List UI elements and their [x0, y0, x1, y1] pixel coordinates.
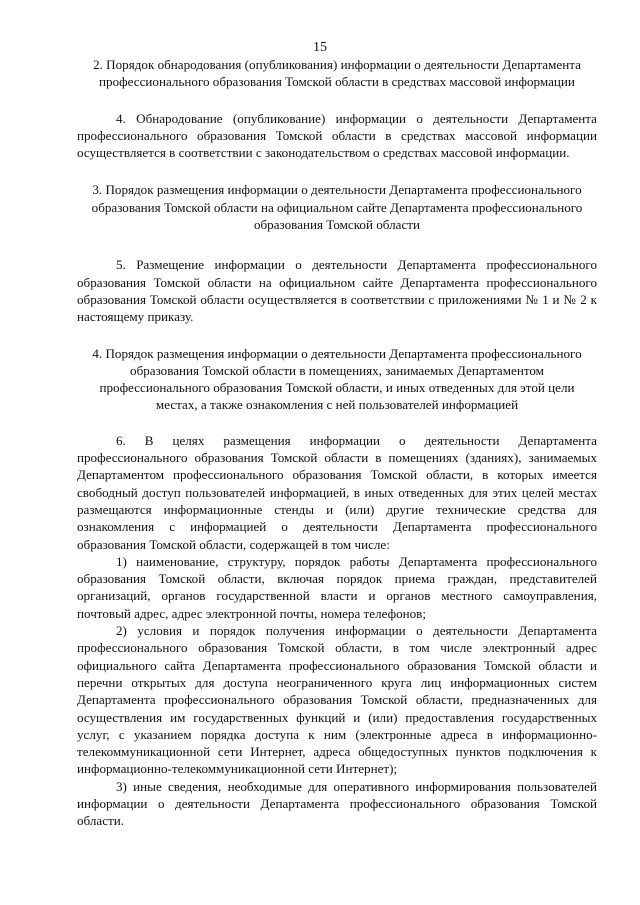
list-item-2: 2) условия и порядок получения информации о деятельности Департамента профессионального образования Томской области, в том числе электронный адрес официального сайта Департамента профессионального образования Томской области и перечни открытых для доступа неограниченного круга лиц информационных систем Департамента профессионального образования Томской области, предназначенных для осуществления им государственных функций и (или) предоставления государственных услуг, с указанием порядка доступа к ним (электронные адреса в информационно-телекоммуникационной сети Интернет, адреса общедоступных пунктов подключения к информационно-телекоммуникационной сети Интернет);: [77, 623, 597, 777]
section-heading-4: 4. Порядок размещения информации о деятельности Департамента профессионального образования Томской области в помещениях, занимаемых Департаментом профессионального образования Томской области, и иных отведенных для этой цели местах, а также ознакомления с ней пользователей информацией: [92, 345, 582, 413]
page-number: 15: [313, 40, 327, 55]
list-item-1: 1) наименование, структуру, порядок работы Департамента профессионального образования Томской области, включая порядок приема граждан, представителей организаций, органов государственной власти и органов местного самоуправления, почтовый адрес, адрес электронной почты, номера телефонов;: [77, 553, 597, 621]
paragraph-6: 6. В целях размещения информации о деятельности Департамента профессионального образования Томской области в помещениях (зданиях), занимаемых Департаментом профессионального образования Томской области, в которых имеется свободный доступ пользователей информацией, в иных отведенных для этих целей местах размещаются информационные стенды и (или) другие технические средства для ознакомления с информацией о деятельности Департамента профессионального образования Томской области, содержащей в том числе:: [77, 432, 597, 552]
list-item-3: 3) иные сведения, необходимые для оперативного информирования пользователей информации о деятельности Департамента профессионального образования Томской области.: [77, 778, 597, 829]
paragraph-5: 5. Размещение информации о деятельности Департамента профессионального образования Томской области на официальном сайте Департамента профессионального образования Томской области осуществляется в соответствии с приложениями № 1 и № 2 к настоящему приказу.: [77, 257, 597, 325]
section-heading-2: 2. Порядок обнародования (опубликования) информации о деятельности Департамента профессионального образования Томской области в средствах массовой информации: [93, 57, 581, 90]
paragraph-4: 4. Обнародование (опубликование) информации о деятельности Департамента профессионального образования Томской области в средствах массовой информации осуществляется в соответствии с законодательством о средствах массовой информации.: [77, 110, 597, 161]
document-body: [77, 56, 597, 830]
section-heading-3: 3. Порядок размещения информации о деятельности Департамента профессионального образования Томской области на официальном сайте Департамента профессионального образования Томской области: [91, 182, 583, 233]
